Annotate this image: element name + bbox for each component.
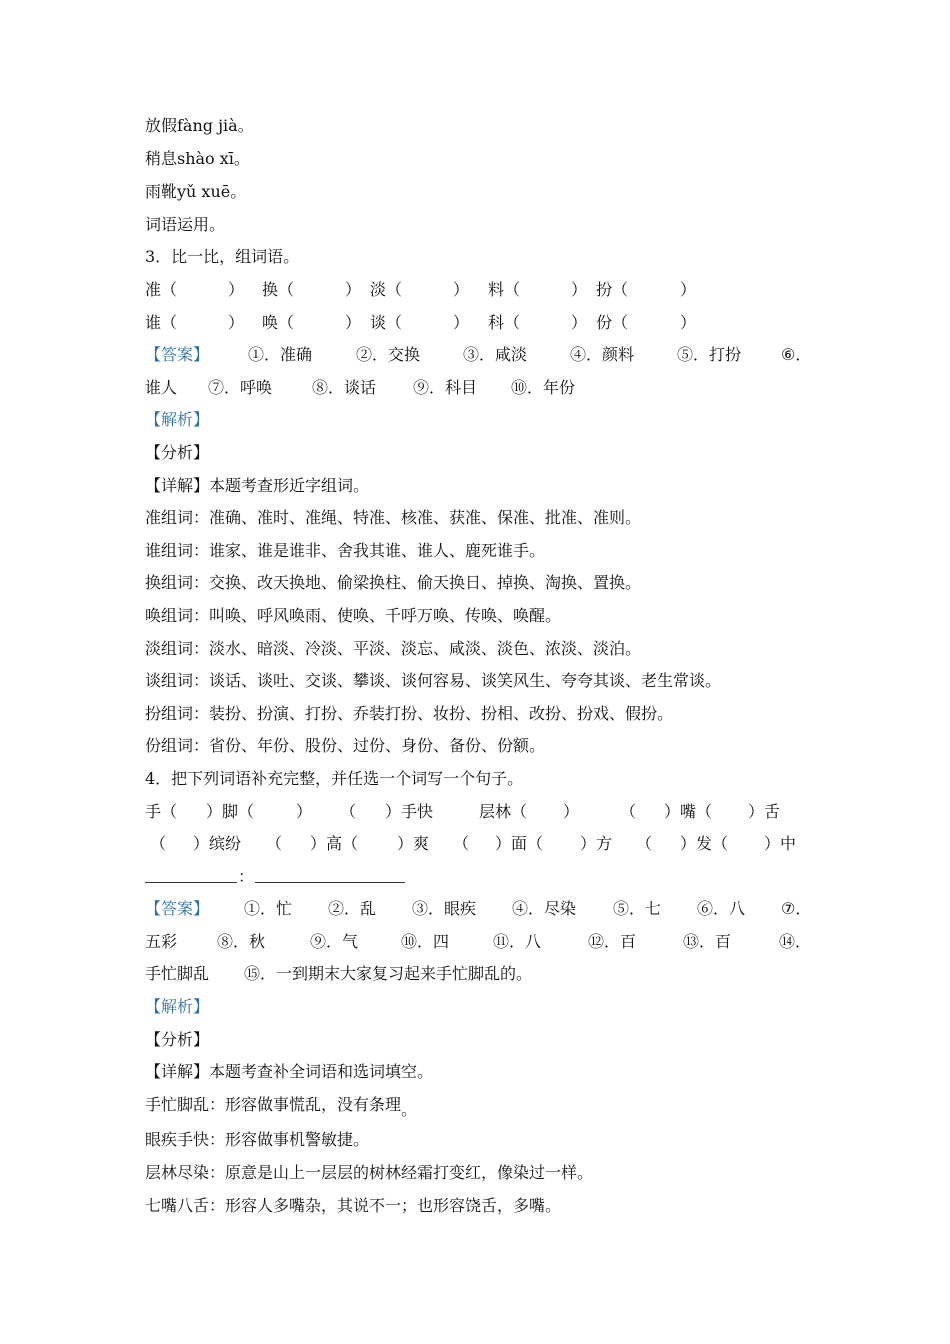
- cloze-cell: ）手快: [385, 802, 434, 821]
- cloze-cell: 扮（: [596, 280, 629, 299]
- answer-item: ⑤．七: [613, 899, 662, 918]
- cloze-cell: ）: [296, 802, 313, 821]
- cloze-cell: ）: [571, 313, 588, 332]
- cloze-cell: ）: [563, 802, 580, 821]
- answer-item: ⑦．: [781, 899, 812, 918]
- cloze-cell: 料（: [488, 280, 521, 299]
- cloze-cell: ）: [228, 280, 245, 299]
- answer-item: ⑦．呼唤: [208, 378, 273, 397]
- cloze-cell: ）缤纷: [193, 834, 242, 853]
- cloze-cell: ）: [345, 313, 362, 332]
- idiom-end: 。: [401, 1100, 418, 1119]
- answer-label: 【答案】: [145, 899, 210, 918]
- cloze-cell: 科（: [488, 313, 521, 332]
- cloze-cell: 层林（: [479, 802, 528, 821]
- answer-item: ⑤．打扮: [677, 345, 742, 364]
- answer-item: ⑫．百: [588, 932, 637, 951]
- cloze-cell: ）: [680, 313, 697, 332]
- answer-item: ③．咸淡: [463, 345, 528, 364]
- sentence-blank[interactable]: [255, 882, 405, 883]
- idiom-def: ：形容做事机警敏捷。: [209, 1130, 370, 1149]
- cloze-cell: ）发（: [680, 834, 729, 853]
- group-line: 唤组词：叫唤、呼风唤雨、使唤、千呼万唤、传唤、唤醒。: [145, 606, 562, 625]
- group-line: 谈组词：谈话、谈吐、交谈、攀谈、谈何容易、谈笑风生、夸夸其谈、老生常谈。: [145, 671, 722, 690]
- cloze-cell: ）舌: [748, 802, 781, 821]
- cloze-cell: 手（: [145, 802, 178, 821]
- answer-item: 手忙脚乱: [145, 964, 210, 983]
- answer-item: ⑥．八: [697, 899, 746, 918]
- pinyin-line: 雨靴yǔ xuē。: [145, 182, 247, 201]
- group-line: 谁组词：谁家、谁是谁非、舍我其谁、谁人、鹿死谁手。: [145, 541, 546, 560]
- answer-item: ⑨．气: [310, 932, 359, 951]
- group-line: 份组词：省份、年份、股份、过份、身份、备份、份额。: [145, 736, 546, 755]
- answer-label: 【答案】: [145, 345, 210, 364]
- question-4-title: 4．把下列词语补充完整，并任选一个词写一个句子。: [145, 769, 524, 788]
- idiom-definition: [145, 1163, 593, 1183]
- pinyin-line: 稍息shào xī。: [145, 149, 250, 168]
- cloze-cell: 谈（: [370, 313, 403, 332]
- detail-text: 本题考查形近字组词。: [209, 476, 370, 495]
- idiom-term: 眼疾手快: [145, 1130, 210, 1149]
- answer-item: ⑩．四: [401, 932, 450, 951]
- answer-item: ⑬．百: [683, 932, 732, 951]
- group-line: 扮组词：装扮、扮演、打扮、乔装打扮、妆扮、扮相、改扮、扮戏、假扮。: [145, 704, 674, 723]
- answer-item: ⑭．: [779, 932, 812, 951]
- cloze-cell: 换（: [262, 280, 295, 299]
- answer-item: 谁人: [145, 378, 178, 397]
- cloze-cell: ）脚（: [206, 802, 255, 821]
- cloze-cell: ）中: [764, 834, 797, 853]
- cloze-cell: 份（: [596, 313, 629, 332]
- cloze-cell: ）: [680, 280, 697, 299]
- pinyin-line: 放假fàng jià。: [145, 116, 254, 135]
- cloze-cell: 谁（: [145, 313, 178, 332]
- detail-line: [145, 1062, 433, 1082]
- answer-item: ⑧．秋: [217, 932, 266, 951]
- idiom-definition: [145, 1196, 561, 1216]
- group-line: 换组词：交换、改天换地、偷梁换柱、偷天换日、掉换、淘换、置换。: [145, 573, 642, 592]
- cloze-cell: 淡（: [370, 280, 403, 299]
- idiom-def: ：原意是山上一层层的树林经霜打变红，像染过一样。: [209, 1163, 594, 1182]
- cloze-cell: ）: [453, 313, 470, 332]
- answer-item: 五彩: [145, 932, 178, 951]
- answer-item: ①．准确: [248, 345, 313, 364]
- idiom-definition: [145, 1130, 369, 1150]
- cloze-cell: ）方: [580, 834, 613, 853]
- colon: ：: [238, 867, 255, 886]
- cloze-cell: ）嘴（: [664, 802, 713, 821]
- cloze-cell: （: [453, 834, 470, 853]
- answer-item: ②．交换: [356, 345, 421, 364]
- sentence-blank-word[interactable]: [145, 882, 237, 883]
- idiom-term: 七嘴八舌: [145, 1196, 210, 1215]
- detail-label: 【详解】: [145, 476, 210, 495]
- fenxi-label: 【分析】: [145, 1030, 210, 1049]
- answer-item: ②．乱: [328, 899, 377, 918]
- cloze-cell: （: [340, 802, 357, 821]
- answer-item: ①．忙: [244, 899, 293, 918]
- idiom-definition: [145, 1095, 418, 1119]
- section-heading: 词语运用。: [145, 215, 226, 234]
- question-3-title: 3．比一比，组词语。: [145, 247, 300, 266]
- fenxi-label: 【分析】: [145, 443, 210, 462]
- answer-item: ⑪．八: [493, 932, 542, 951]
- cloze-cell: ）: [228, 313, 245, 332]
- answer-item: ④．颜料: [570, 345, 635, 364]
- idiom-def: ：形容人多嘴杂，其说不一；也形容饶舌，多嘴。: [209, 1196, 562, 1215]
- cloze-cell: 准（: [145, 280, 178, 299]
- idiom-def: ：形容做事慌乱，没有条理: [209, 1095, 402, 1114]
- cloze-cell: 唤（: [262, 313, 295, 332]
- cloze-cell: （: [266, 834, 283, 853]
- cloze-cell: ）: [453, 280, 470, 299]
- answer-item: ⑮．一到期末大家复习起来手忙脚乱的。: [244, 964, 533, 983]
- cloze-cell: ）: [345, 280, 362, 299]
- cloze-cell: （: [150, 834, 167, 853]
- group-line: 淡组词：淡水、暗淡、冷淡、平淡、淡忘、咸淡、淡色、浓淡、淡泊。: [145, 639, 642, 658]
- answer-item: ⑧．谈话: [312, 378, 377, 397]
- analysis-label: 【解析】: [145, 410, 210, 429]
- group-line: 准组词：准确、准时、准绳、特准、核准、获准、保准、批准、准则。: [145, 508, 642, 527]
- cloze-cell: ）高（: [310, 834, 359, 853]
- detail-text: 本题考查补全词语和选词填空。: [209, 1062, 434, 1081]
- analysis-label: 【解析】: [145, 997, 210, 1016]
- answer-item: ⑩．年份: [511, 378, 576, 397]
- detail-label: 【详解】: [145, 1062, 210, 1081]
- answer-item: ⑥．: [781, 345, 812, 364]
- idiom-term: 手忙脚乱: [145, 1095, 210, 1114]
- answer-item: ④．尽染: [512, 899, 577, 918]
- answer-item: ⑨．科目: [413, 378, 478, 397]
- cloze-cell: （: [620, 802, 637, 821]
- detail-line: [145, 476, 369, 496]
- cloze-cell: ）: [571, 280, 588, 299]
- cloze-cell: ）面（: [495, 834, 544, 853]
- idiom-term: 层林尽染: [145, 1163, 210, 1182]
- cloze-cell: ）爽: [397, 834, 430, 853]
- answer-item: ③．眼疾: [412, 899, 477, 918]
- cloze-cell: （: [636, 834, 653, 853]
